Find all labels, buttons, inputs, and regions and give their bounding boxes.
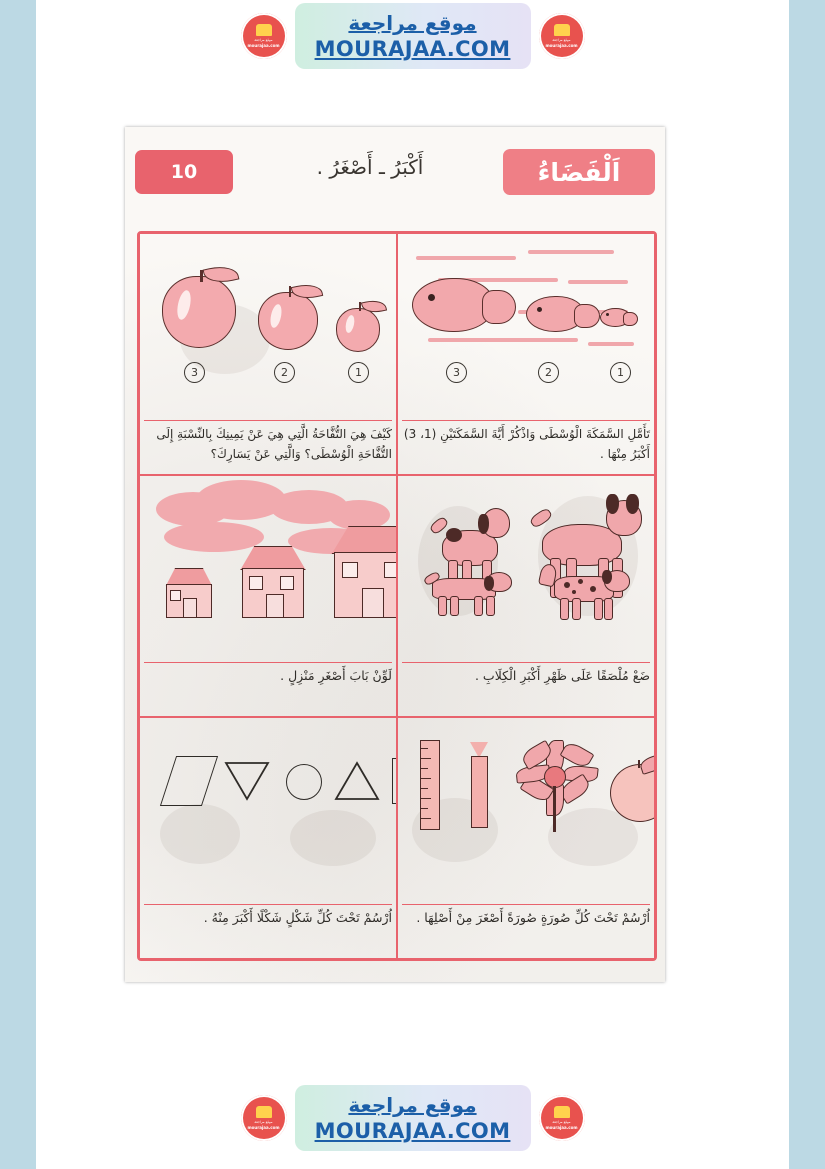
fish-label-1: 1 [610,362,631,383]
objects-illustration [398,718,654,906]
apples-illustration [140,234,396,422]
site-badge-right [539,1095,585,1141]
site-badge-left [241,1095,287,1141]
badge-arabic-label: موقع مراجعة [254,1119,273,1124]
house-small [158,560,220,616]
exercise-cell-fish [397,233,655,475]
badge-mark-icon [554,1106,570,1118]
watermark-url[interactable]: MOURAJAA.COM [314,1119,511,1143]
dogs-illustration [398,476,654,664]
dog-dalmatian [538,568,638,624]
shape-square [392,758,397,804]
badge-url-label: mourajaa.com [247,1124,280,1130]
apple-label-3: 3 [184,362,205,383]
badge-arabic-label: موقع مراجعة [254,37,273,42]
exercise-cell-shapes [139,717,397,959]
fish-label-2: 2 [538,362,559,383]
pencil-object [468,742,492,830]
top-watermark-banner [36,0,789,72]
watermark-url[interactable]: MOURAJAA.COM [314,37,511,61]
badge-arabic-label: موقع مراجعة [552,1119,571,1124]
worksheet-header [135,149,655,197]
badge-mark-icon [256,1106,272,1118]
dog-dachshund [424,568,518,618]
house-medium [232,540,316,616]
page-number: 10 [170,161,198,183]
apple-small [336,300,388,362]
shape-parallelogram [160,756,218,806]
watermark-plate [295,1085,531,1151]
badge-url-label: mourajaa.com [545,42,578,48]
badge-url-label: mourajaa.com [247,42,280,48]
shapes-illustration [140,718,396,906]
shape-triangle-down [224,760,270,802]
fish-caption: تَأَمَّلِ السَّمَكَةَ الْوُسْطَى وَاذْكُرْ أَيَّةَ السَّمَكَتَيْنِ (1، 3) أَكْبَرُ مِنْهَا . [402,420,650,470]
lesson-subtitle: أَكْبَرُ ـ أَصْغَرُ . [316,155,424,179]
orange-object [610,756,655,828]
fish-label-3: 3 [446,362,467,383]
watermark-arabic: موقع مراجعة [348,11,477,35]
exercise-cell-objects [397,717,655,959]
houses-illustration [140,476,396,664]
exercise-grid [137,231,657,961]
houses-caption: لَوِّنْ بَابَ أَصْغَرِ مَنْزِلٍ . [144,662,392,712]
apple-large [162,268,246,360]
site-badge-left [241,13,287,59]
house-large [324,522,397,618]
bottom-watermark-banner [36,1082,789,1154]
flower-object [516,740,608,836]
lesson-title-pill [503,149,655,195]
fish-illustration [398,234,654,422]
exercise-cell-dogs [397,475,655,717]
fish-small [600,308,638,330]
apples-caption: كَيْفَ هِيَ التُّفَّاحَةُ الَّتِي هِيَ عَنْ يَمِينِكَ بِالنِّسْبَةِ إِلَى التُّفَّاحَةِ الْوُسْطَى؟ وَالَّتِي عَنْ يَسَارِكَ؟ [144,420,392,470]
watermark-plate [295,3,531,69]
badge-mark-icon [256,24,272,36]
fish-large [412,278,516,338]
apple-label-1: 1 [348,362,369,383]
objects-caption: اُرْسُمْ تَحْتَ كُلِّ صُورَةٍ صُورَةً أَصْغَرَ مِنْ أَصْلِهَا . [402,904,650,954]
watermark-arabic: موقع مراجعة [348,1093,477,1117]
shapes-caption: اُرْسُمْ تَحْتَ كُلِّ شَكْلٍ شَكْلًا أَكْبَرَ مِنْهُ . [144,904,392,954]
fish-medium [526,296,600,338]
badge-url-label: mourajaa.com [545,1124,578,1130]
dogs-caption: ضَعْ مُلْصَقًا عَلَى ظَهْرِ أَكْبَرِ الْكِلَابِ . [402,662,650,712]
badge-mark-icon [554,24,570,36]
exercise-cell-apples [139,233,397,475]
shape-triangle-up [334,760,380,802]
exercise-cell-houses [139,475,397,717]
badge-arabic-label: موقع مراجعة [552,37,571,42]
ruler-object [420,740,442,830]
apple-medium [258,284,326,362]
site-badge-right [539,13,585,59]
shape-circle [286,764,322,800]
lesson-title: اَلْفَضَاءُ [537,157,621,187]
apple-label-2: 2 [274,362,295,383]
page-number-pill [135,150,233,194]
worksheet-page [125,127,665,982]
